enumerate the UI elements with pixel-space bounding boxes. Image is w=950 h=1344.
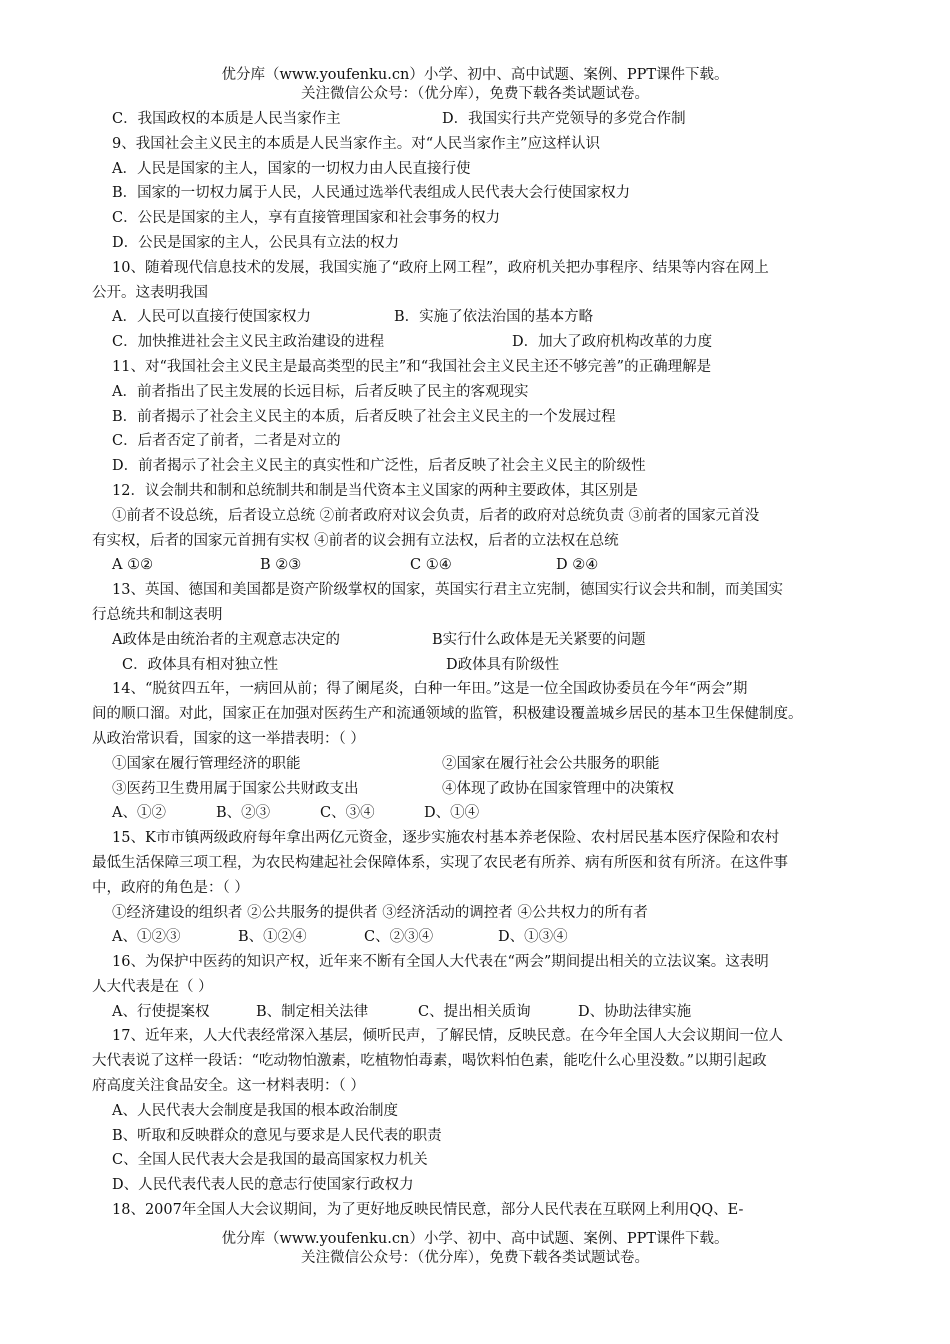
q14-items-12: [92, 752, 882, 777]
q8-options-cd: [92, 107, 882, 132]
q17-option-a: A、人民代表大会制度是我国的根本政治制度: [112, 1102, 398, 1119]
footer-line-1: 优分库（www.youfenku.cn）小学、初中、高中试题、案例、PPT课件下载。: [221, 1231, 729, 1247]
q15-option-a: A、①②③: [112, 929, 181, 946]
q14-item-1: ①国家在履行管理经济的职能: [112, 755, 301, 772]
q14-stem-line-3: 从政治常识看，国家的这一举措表明：（ ）: [92, 730, 365, 747]
q12-option-c: C ①④: [410, 557, 452, 574]
q10-stem-line-1: 10、随着现代信息技术的发展，我国实施了“政府上网工程”，政府机关把办事程序、结果等内容在网上: [112, 259, 769, 276]
q10-option-b: B．实施了依法治国的基本方略: [394, 309, 594, 326]
q15-option-c: C、②③④: [364, 929, 434, 946]
q16-stem-line-2: 人大代表是在（ ）: [92, 978, 213, 995]
q14-option-c: C、③④: [320, 805, 375, 822]
q10-option-c: C．加快推进社会主义民主政治建设的进程: [112, 334, 385, 351]
q12-stem: 12．议会制共和制和总统制共和制是当代资本主义国家的两种主要政体，其区别是: [112, 482, 638, 499]
q13-stem-line-1: 13、英国、德国和美国都是资产阶级掌权的国家，英国实行君主立宪制，德国实行议会共和制，而美国实: [112, 582, 783, 599]
q15-items: ①经济建设的组织者 ②公共服务的提供者 ③经济活动的调控者 ④公共权力的所有者: [112, 904, 648, 921]
q11-option-c: C．后者否定了前者，二者是对立的: [112, 433, 341, 450]
q14-option-a: A、①②: [112, 805, 166, 822]
q14-option-b: B、②③: [216, 805, 271, 822]
q13-stem-line-2: 行总统共和制这表明: [92, 606, 223, 623]
q9-option-b: B．国家的一切权力属于人民，人民通过选举代表组成人民代表大会行使国家权力: [112, 185, 631, 202]
q12-options: [92, 553, 882, 578]
q16-option-a: A、行使提案权: [112, 1003, 210, 1020]
q12-items-line-1: ①前者不设总统，后者设立总统 ②前者政府对议会负责，后者的政府对总统负责 ③前者的国家元首没: [112, 507, 760, 524]
q13-option-b: B实行什么政体是无关紧要的问题: [432, 631, 646, 648]
q12-option-d: D ②④: [556, 557, 599, 574]
q9-option-c: C．公民是国家的主人，享有直接管理国家和社会事务的权力: [112, 210, 501, 227]
q8-option-c: C．我国政权的本质是人民当家作主: [112, 111, 341, 127]
page-header: [0, 66, 950, 104]
q12-items-line-2: 有实权，后者的国家元首拥有实权 ④前者的议会拥有立法权，后者的立法权在总统: [92, 532, 619, 549]
q12-option-b: B ②③: [260, 557, 302, 574]
q14-stem-line-1: 14、“脱贫四五年，一病回从前；得了阑尾炎，白种一年田。”这是一位全国政协委员在今年“两会”期: [112, 681, 748, 698]
q17-stem-line-3: 府高度关注食品安全。这一材料表明：（ ）: [92, 1078, 365, 1095]
q11-option-d: D．前者揭示了社会主义民主的真实性和广泛性，后者反映了社会主义民主的阶级性: [112, 458, 646, 475]
q11-option-b: B．前者揭示了社会主义民主的本质，后者反映了社会主义民主的一个发展过程: [112, 408, 616, 425]
q16-options: [92, 1000, 882, 1025]
q11-option-a: A．前者指出了民主发展的长远目标，后者反映了民主的客观现实: [112, 383, 529, 400]
q10-options-ab: [92, 305, 882, 330]
q12-option-a: A ①②: [112, 557, 154, 574]
footer-line-2: 关注微信公众号：（优分库），免费下载各类试题试卷。: [301, 1250, 649, 1266]
q9-stem: 9、我国社会主义民主的本质是人民当家作主。对“人民当家作主”应这样认识: [112, 135, 601, 152]
q13-option-a: A政体是由统治者的主观意志决定的: [112, 631, 340, 648]
q10-option-d: D．加大了政府机构改革的力度: [512, 334, 713, 351]
q15-stem-line-3: 中，政府的角色是：（ ）: [92, 879, 249, 896]
question-content: [92, 107, 882, 1223]
q16-option-b: B、制定相关法律: [256, 1003, 369, 1020]
q13-options-cd: [92, 653, 882, 678]
q14-options: [92, 801, 882, 826]
q14-option-d: D、①④: [424, 805, 480, 822]
q16-stem-line-1: 16、为保护中医药的知识产权，近年来不断有全国人大代表在“两会”期间提出相关的立法议案。这表明: [112, 954, 769, 971]
q17-stem-line-1: 17、近年来，人大代表经常深入基层，倾听民声，了解民情，反映民意。在今年全国人大会议期间一位人: [112, 1028, 783, 1045]
q10-options-cd: [92, 330, 882, 355]
q17-option-c: C、全国人民代表大会是我国的最高国家权力机关: [112, 1152, 428, 1169]
q17-option-d: D、人民代表代表人民的意志行使国家行政权力: [112, 1177, 414, 1194]
q8-option-d: D．我国实行共产党领导的多党合作制: [442, 111, 686, 127]
page-footer: [0, 1230, 950, 1268]
q10-stem-line-2: 公开。这表明我国: [92, 284, 208, 301]
q16-option-c: C、提出相关质询: [418, 1003, 531, 1020]
q14-stem-line-2: 间的顺口溜。对此，国家正在加强对医药生产和流通领域的监管，积极建设覆盖城乡居民的基本卫生保健制度。: [92, 706, 803, 723]
q13-options-ab: [92, 628, 882, 653]
q15-option-b: B、①②④: [238, 929, 307, 946]
q11-stem: 11、对“我国社会主义民主是最高类型的民主”和“我国社会主义民主还不够完善”的正确理解是: [112, 358, 712, 375]
q15-stem-line-2: 最低生活保障三项工程，为农民构建起社会保障体系，实现了农民老有所养、病有所医和贫有所济。在这件事: [92, 854, 788, 871]
q15-stem-line-1: 15、K市市镇两级政府每年拿出两亿元资金，逐步实施农村基本养老保险、农村居民基本医疗保险和农村: [112, 830, 780, 847]
header-line-2: 关注微信公众号：（优分库），免费下载各类试题试卷。: [301, 86, 649, 102]
q9-option-a: A．人民是国家的主人，国家的一切权力由人民直接行使: [112, 160, 471, 177]
q15-option-d: D、①③④: [498, 929, 568, 946]
q17-stem-line-2: 大代表说了这样一段话：“吃动物怕激素，吃植物怕毒素，喝饮料怕色素，能吃什么心里没数。”以期引起政: [92, 1053, 767, 1070]
q14-item-4: ④体现了政协在国家管理中的决策权: [442, 780, 674, 797]
q14-item-3: ③医药卫生费用属于国家公共财政支出: [112, 780, 359, 797]
q16-option-d: D、协助法律实施: [578, 1003, 692, 1020]
q14-items-34: [92, 777, 882, 802]
q15-options: [92, 925, 882, 950]
q18-stem-line-1: 18、2007年全国人大会议期间，为了更好地反映民情民意，部分人民代表在互联网上利用QQ、E-: [112, 1202, 744, 1219]
header-line-1: 优分库（www.youfenku.cn）小学、初中、高中试题、案例、PPT课件下载。: [221, 67, 729, 83]
q10-option-a: A．人民可以直接行使国家权力: [112, 309, 311, 326]
q13-option-d: D政体具有阶级性: [446, 656, 560, 673]
q13-option-c: C．政体具有相对独立性: [122, 656, 279, 673]
q14-item-2: ②国家在履行社会公共服务的职能: [442, 755, 660, 772]
q17-option-b: B、听取和反映群众的意见与要求是人民代表的职责: [112, 1127, 442, 1144]
q9-option-d: D．公民是国家的主人，公民具有立法的权力: [112, 234, 400, 251]
